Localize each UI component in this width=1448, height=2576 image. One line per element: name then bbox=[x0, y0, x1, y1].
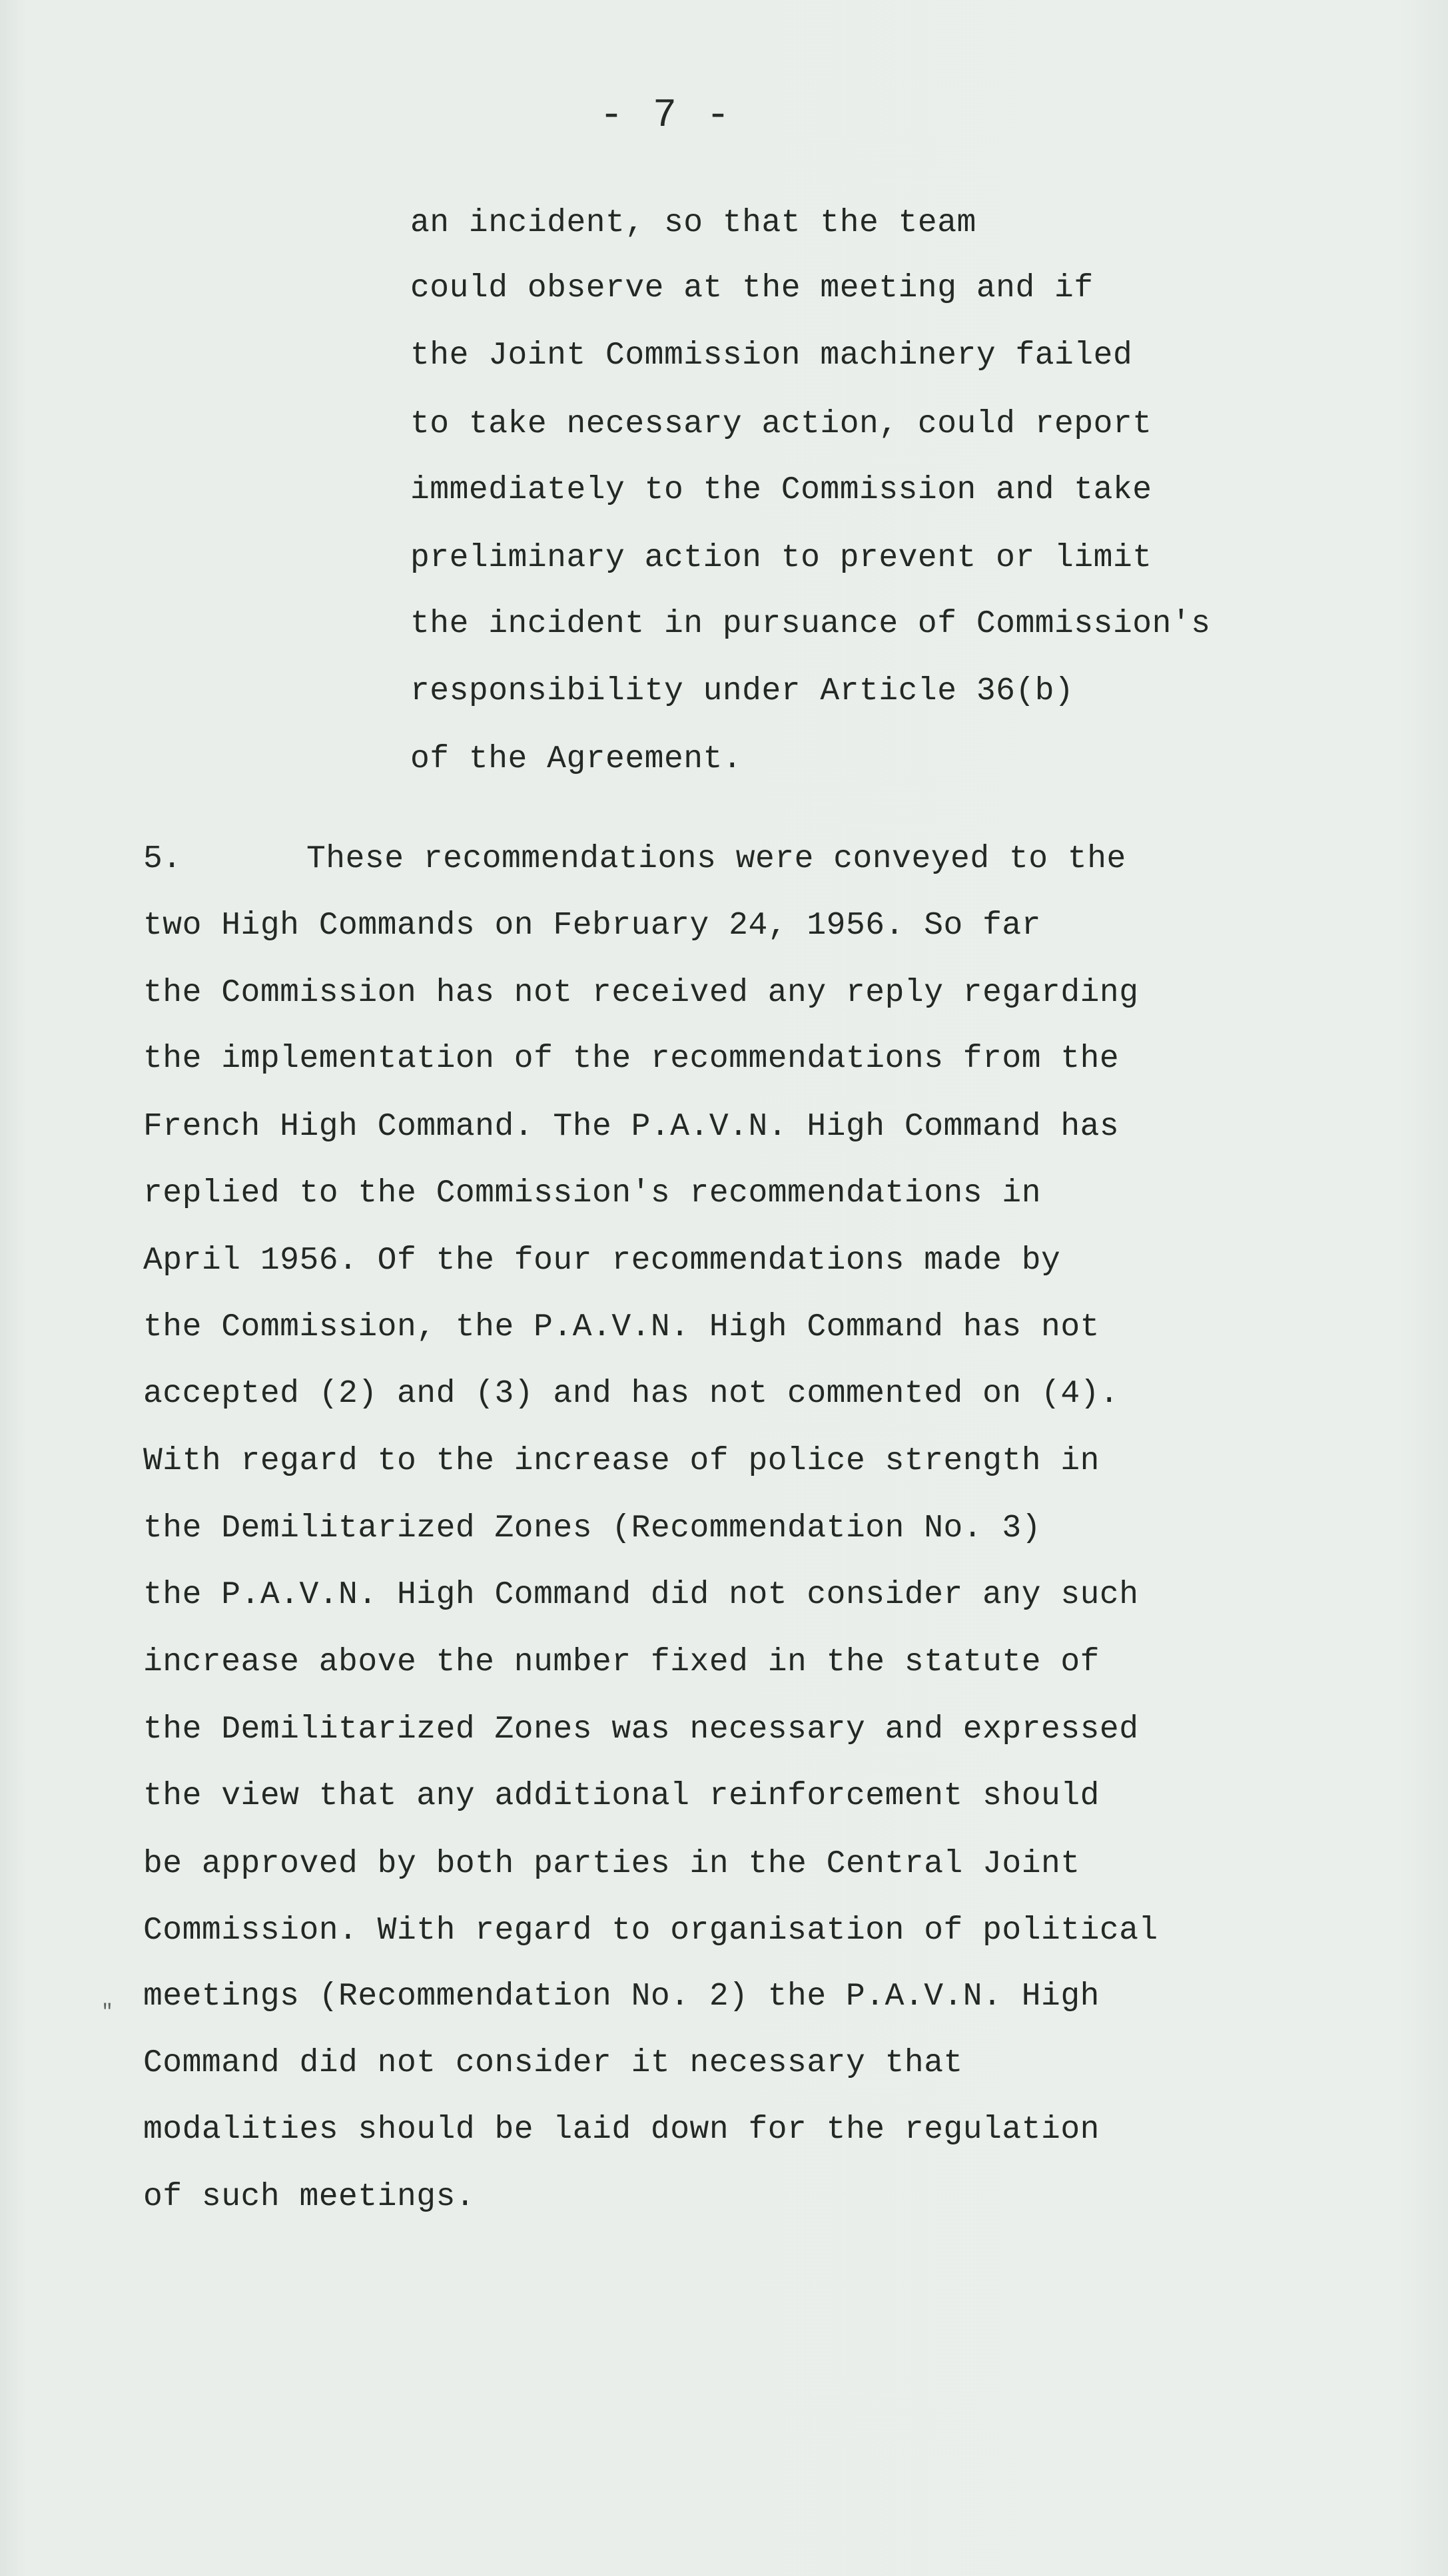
paragraph-line: increase above the number fixed in the statute of bbox=[143, 1644, 1100, 1680]
paragraph-line: the view that any additional reinforcement should bbox=[143, 1778, 1100, 1814]
indented-line: the incident in pursuance of Commission's bbox=[410, 606, 1211, 642]
indented-line: an incident, so that the team bbox=[410, 205, 976, 241]
paragraph-line: the Commission has not received any reply regarding bbox=[143, 975, 1139, 1011]
paragraph-line: accepted (2) and (3) and has not commented on (4). bbox=[143, 1376, 1120, 1412]
paragraph-first-line: These recommendations were conveyed to the bbox=[306, 841, 1126, 877]
paragraph-line: the P.A.V.N. High Command did not consider any such bbox=[143, 1577, 1139, 1613]
paragraph-line: replied to the Commission's recommendations in bbox=[143, 1175, 1042, 1211]
paragraph-line: French High Command. The P.A.V.N. High Command has bbox=[143, 1109, 1120, 1145]
indented-line: to take necessary action, could report bbox=[410, 406, 1152, 442]
paragraph-line: two High Commands on February 24, 1956. So far bbox=[143, 908, 1042, 944]
indented-line: preliminary action to prevent or limit bbox=[410, 540, 1152, 576]
indented-line: could observe at the meeting and if bbox=[410, 270, 1094, 306]
margin-mark: " bbox=[101, 2001, 114, 2024]
paragraph-line: meetings (Recommendation No. 2) the P.A.V.N. High bbox=[143, 1979, 1100, 2015]
paragraph-line: Commission. With regard to organisation of political bbox=[143, 1913, 1158, 1949]
paragraph-line: Command did not consider it necessary that bbox=[143, 2045, 963, 2081]
paragraph-line: the Demilitarized Zones (Recommendation No. 3) bbox=[143, 1510, 1042, 1546]
paragraph-line: be approved by both parties in the Central Joint bbox=[143, 1846, 1080, 1882]
paragraph-line: With regard to the increase of police strength in bbox=[143, 1443, 1100, 1479]
paragraph-line: the implementation of the recommendations from the bbox=[143, 1041, 1120, 1077]
paragraph-line: April 1956. Of the four recommendations made by bbox=[143, 1243, 1061, 1279]
paragraph-line: modalities should be laid down for the regulation bbox=[143, 2112, 1100, 2148]
indented-line: responsibility under Article 36(b) bbox=[410, 673, 1074, 709]
paragraph-line: of such meetings. bbox=[143, 2179, 476, 2215]
page-number: - 7 - bbox=[599, 93, 733, 139]
paragraph-line: the Demilitarized Zones was necessary and expressed bbox=[143, 1712, 1139, 1748]
paragraph-number: 5. bbox=[143, 841, 182, 877]
indented-line: of the Agreement. bbox=[410, 741, 743, 777]
indented-line: immediately to the Commission and take bbox=[410, 472, 1152, 508]
paragraph-line: the Commission, the P.A.V.N. High Command has not bbox=[143, 1309, 1100, 1345]
indented-line: the Joint Commission machinery failed bbox=[410, 338, 1133, 374]
